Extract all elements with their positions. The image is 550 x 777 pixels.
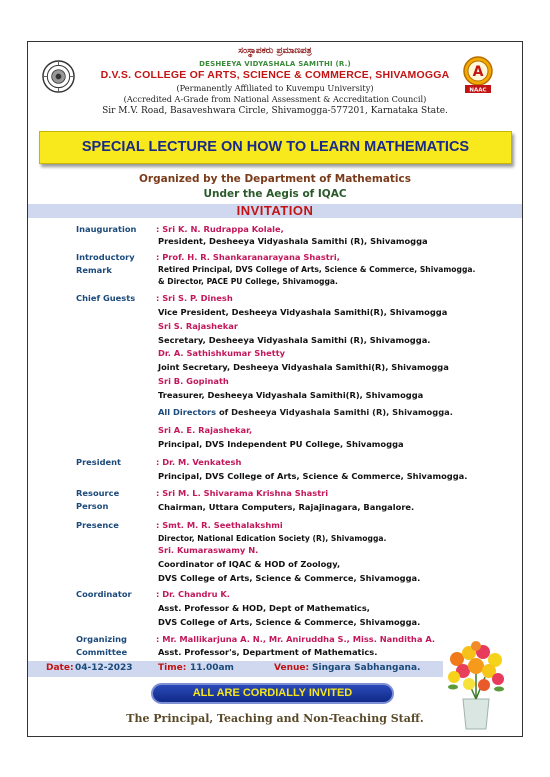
- introductory-role-1: Retired Principal, DVS College of Arts, Science & Commerce, Shivamogga.: [158, 265, 476, 274]
- guest-3-role: Joint Secretary, Desheeya Vidyashala Samithi(R), Shivamogga: [158, 362, 449, 372]
- label-presence: Presence: [76, 520, 119, 530]
- coordinator-role-2: DVS College of Arts, Science & Commerce, Shivamogga.: [158, 617, 421, 627]
- guest-5-role: Principal, DVS Independent PU College, Shivamogga: [158, 439, 404, 449]
- inauguration-role: President, Desheeya Vidyashala Samithi (R), Shivamogga: [158, 236, 428, 246]
- guest-4-role: Treasurer, Desheeya Vidyashala Samithi(R), Shivamogga: [158, 390, 424, 400]
- organizer-line: Organized by the Department of Mathematics: [138, 173, 412, 185]
- naac-badge-icon: [462, 55, 494, 95]
- time-value: 11.00am: [190, 663, 234, 673]
- organizing-names: : Mr. Mallikarjuna A. N., Mr. Aniruddha S., Miss. Nanditha A.: [156, 634, 436, 644]
- label-coordinator: Coordinator: [76, 589, 132, 599]
- venue-value: Singara Sabhangana.: [312, 663, 421, 673]
- naac-label: NAAC: [469, 87, 487, 94]
- cordial-text: ALL ARE CORDIALLY INVITED: [192, 687, 353, 699]
- presence-1-name: : Smt. M. R. Seethalakshmi: [156, 520, 283, 530]
- introductory-role-2: & Director, PACE PU College, Shivamogga.: [158, 277, 338, 286]
- time-label: Time:: [158, 663, 187, 673]
- coordinator-name: : Dr. Chandru K.: [156, 589, 230, 599]
- resource-name: : Sri M. L. Shivarama Krishna Shastri: [156, 488, 329, 498]
- label-president: President: [76, 457, 122, 467]
- college-name: D.V.S. COLLEGE OF ARTS, SCIENCE & COMMERCE, SHIVAMOGGA: [100, 69, 450, 81]
- introductory-name: : Prof. H. R. Shankaranarayana Shastri,: [156, 252, 340, 262]
- directors-rest: of Desheeya Vidyashala Samithi (R), Shivamogga.: [216, 407, 453, 417]
- aegis-line: Under the Aegis of IQAC: [203, 188, 347, 200]
- date-value: 04-12-2023: [75, 663, 133, 673]
- president-role: Principal, DVS College of Arts, Science & Commerce, Shivamogga.: [158, 471, 468, 481]
- flower-bouquet-icon: [445, 639, 507, 731]
- presence-2-role-2: DVS College of Arts, Science & Commerce, Shivamogga.: [158, 573, 421, 583]
- presence-2-role-1: Coordinator of IQAC & HOD of Zoology,: [158, 559, 341, 569]
- kannada-title: ಸಂಸ್ಥಾಪಕರು ಪ್ರಮಾಣಪತ್ರ: [238, 46, 312, 56]
- label-inauguration: Inauguration: [76, 224, 137, 234]
- label-person: Person: [76, 501, 109, 511]
- president-name: : Dr. M. Venkatesh: [156, 457, 242, 467]
- naac-grade: A: [472, 64, 484, 80]
- society-name: DESHEEYA VIDYASHALA SAMITHI (R.): [199, 60, 351, 68]
- label-committee: Committee: [76, 647, 128, 657]
- label-resource: Resource: [76, 488, 120, 498]
- label-remark: Remark: [76, 265, 112, 275]
- invitation-heading: INVITATION: [236, 203, 314, 218]
- affiliation-line: (Permanently Affiliated to Kuvempu University): [176, 83, 374, 93]
- guest-1-role: Vice President, Desheeya Vidyashala Samithi(R), Shivamogga: [158, 307, 448, 317]
- guest-4-name: Sri B. Gopinath: [158, 376, 229, 386]
- guest-3-name: Dr. A. Sathishkumar Shetty: [158, 348, 286, 358]
- guest-5-name: Sri A. E. Rajashekar,: [158, 425, 253, 435]
- lecture-title: SPECIAL LECTURE ON HOW TO LEARN MATHEMATICS: [81, 139, 470, 155]
- date-label: Date:: [46, 663, 74, 673]
- presence-1-role: Director, National Edication Society (R), Shivamogga.: [158, 534, 387, 543]
- guest-1-name: : Sri S. P. Dinesh: [156, 293, 233, 303]
- venue-label: Venue:: [274, 663, 310, 673]
- presence-2-name: Sri. Kumaraswamy N.: [158, 545, 259, 555]
- directors-line: [158, 407, 453, 417]
- label-introductory: Introductory: [76, 252, 135, 262]
- inauguration-name: : Sri K. N. Rudrappa Kolale,: [156, 224, 284, 234]
- address-line: Sir M.V. Road, Basaveshwara Circle, Shivamogga-577201, Karnataka State.: [102, 106, 448, 116]
- organizing-role: Asst. Professor's, Department of Mathematics.: [158, 647, 378, 657]
- label-organizing: Organizing: [76, 634, 127, 644]
- coordinator-role-1: Asst. Professor & HOD, Dept of Mathematics,: [158, 603, 370, 613]
- closing-line: The Principal, Teaching and Non-Teaching Staff.: [126, 712, 424, 725]
- resource-role: Chairman, Uttara Computers, Rajajinagara, Bangalore.: [158, 502, 415, 512]
- directors-prefix: All Directors: [158, 407, 217, 417]
- accreditation-line: (Accredited A-Grade from National Assessment & Accreditation Council): [123, 94, 427, 104]
- guest-2-name: Sri S. Rajashekar: [158, 321, 238, 331]
- label-chief-guests: Chief Guests: [76, 293, 136, 303]
- guest-2-role: Secretary, Desheeya Vidyashala Samithi (R), Shivamogga.: [158, 335, 431, 345]
